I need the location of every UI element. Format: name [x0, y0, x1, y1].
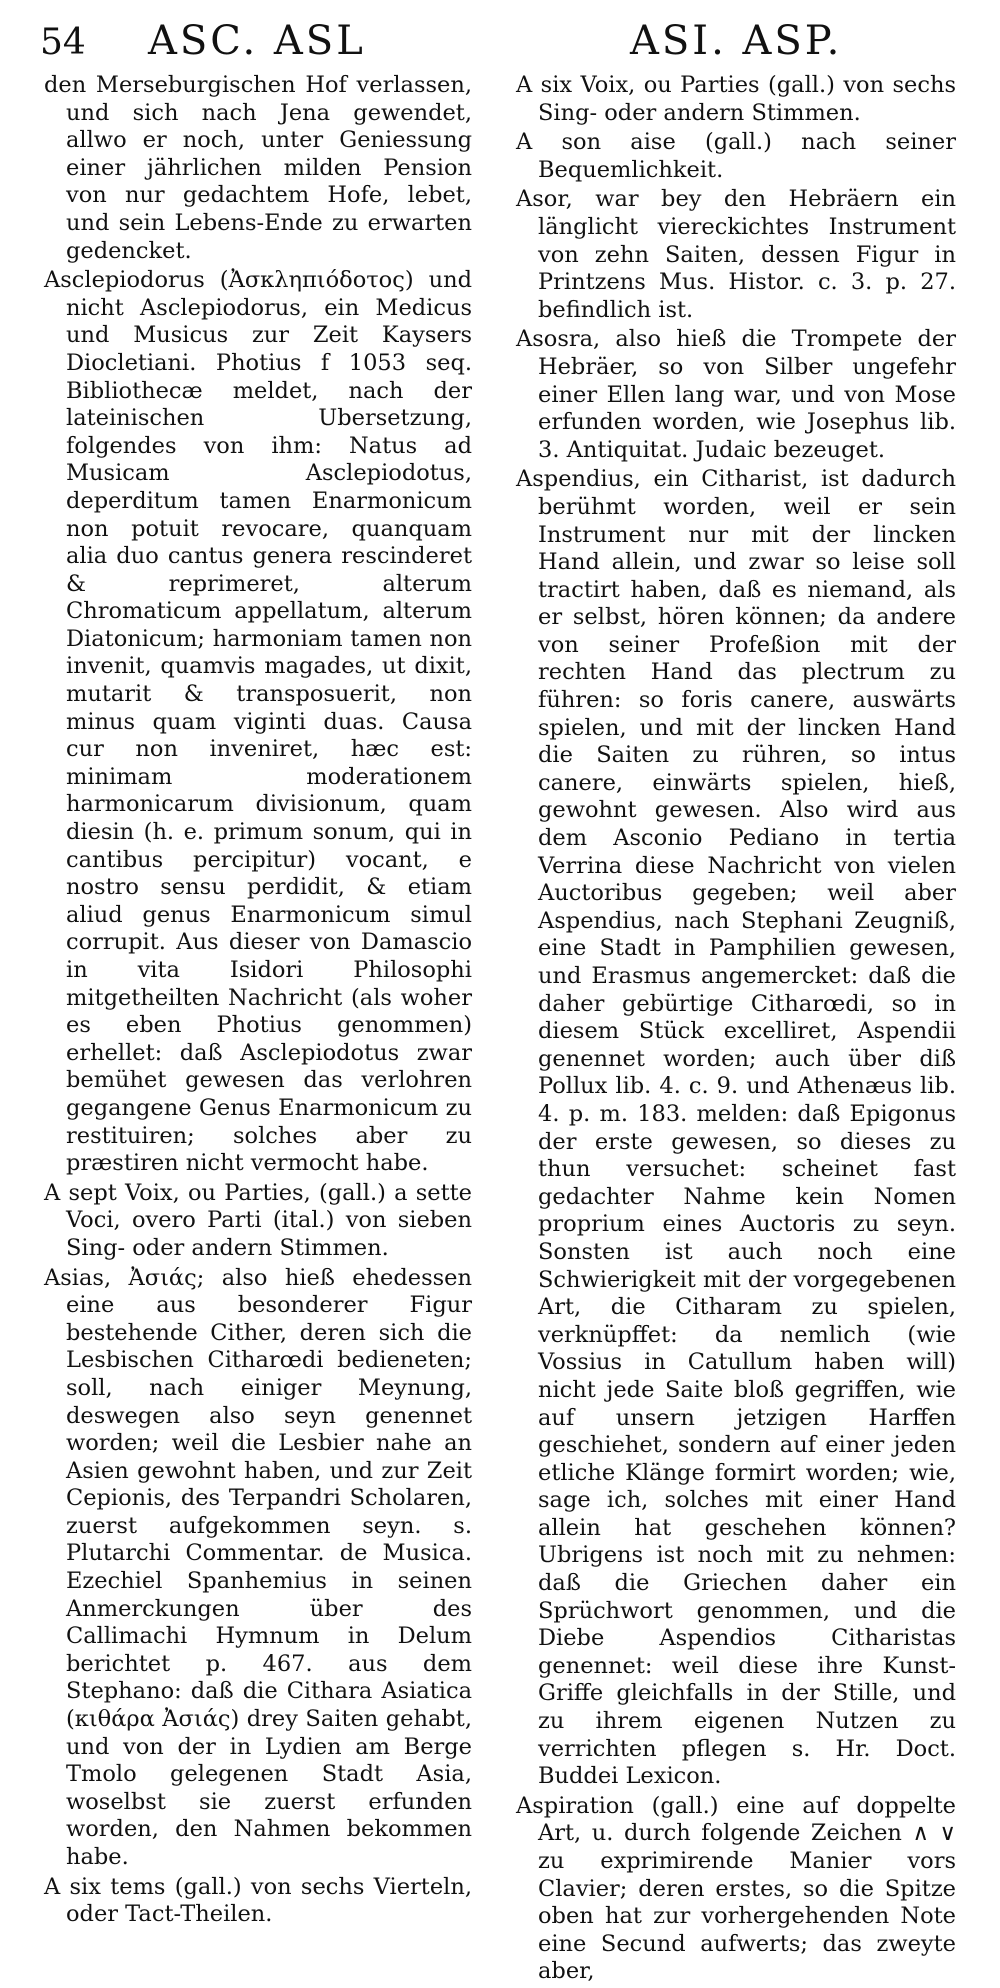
running-head-left: ASC. ASL — [148, 18, 366, 64]
entry-asclepiodorus: Asclepiodorus (Ἀσκληπιόδοτος) und nicht Asclepiodorus, ein Medicus und Musicus zur Zeit Kaysers Diocletiani. Photius f 1053 seq. Bibliothecæ meldet, nach der lateinischen Ubersetzung, folgendes von ihm: Natus ad Musicam Asclepiodotus, deperditum tamen Enarmonicum non potuit revocare, quanquam alia duo cantus genera rescinderet & reprimeret, alterum Chromaticum appellatum, alterum Diatonicum; harmoniam tamen non invenit, quamvis magades, ut dixit, mutarit & transposuerit, non minus quam viginti duas. Causa cur non inveniret, hæc est: minimam moderationem harmonicarum divisionum, quam diesin (h. e. primum sonum, qui in cantibus percipitur) vocant, e nostro sensu perdidit, & etiam aliud genus Enarmonicum simul corrupit. Aus dieser von Damascio in vita Isidori Philosophi mitgetheilten Nachricht (als woher es eben Photius genommen) erhellet: daß Asclepiodotus zwar bemühet gewesen das verlohren gegangene Genus Enarmonicum zu restituiren; solches aber zu præstiren nicht vermocht habe. — [44, 267, 472, 1177]
entry-a-sept-voix: A sept Voix, ou Parties, (gall.) a sette Voci, overo Parti (ital.) von sieben Sing- oder andern Stimmen. — [44, 1179, 472, 1261]
right-column — [516, 72, 956, 1988]
left-column — [44, 72, 472, 1931]
entry-merseburg-continuation: den Merseburgischen Hof verlassen, und sich nach Jena gewendet, allwo er noch, unter Geniessung einer jährlichen milden Pension von nur gedachtem Hofe, lebet, und sein Lebens-Ende zu erwarten gedencket. — [44, 72, 472, 264]
entry-aspiration: Aspiration (gall.) eine auf doppelte Art, u. durch folgende Zeichen ∧ ∨ zu exprimirende Manier vors Clavier; deren erstes, so die Spitze oben hat zur vorhergehenden Note eine Secund aufwerts; das zweyte aber, — [516, 1792, 956, 1985]
running-head-right: ASI. ASP. — [630, 18, 843, 64]
entry-asor: Asor, war bey den Hebräern ein länglicht viereckichtes Instrument von zehn Saiten, dessen Figur in Printzens Mus. Histor. c. 3. p. 27. befindlich ist. — [516, 186, 956, 323]
entry-a-son-aise: A son aise (gall.) nach seiner Bequemlichkeit. — [516, 129, 956, 183]
entry-a-six-voix: A six Voix, ou Parties (gall.) von sechs Sing- oder andern Stimmen. — [516, 72, 956, 126]
page-header — [40, 18, 960, 74]
entry-aspendius: Aspendius, ein Citharist, ist dadurch berühmt worden, weil er sein Instrument nur mit der lincken Hand allein, und zwar so leise soll tractirt haben, daß es niemand, als er selbst, hören können; da andere von seiner Profeßion mit der rechten Hand das plectrum zu führen: so foris canere, auswärts spielen, und mit der lincken Hand die Saiten zu rühren, so intus canere, einwärts spielen, hieß, gewohnt gewesen. Also wird aus dem Asconio Pediano in tertia Verrina diese Nachricht von vielen Auctoribus gegeben; weil aber Aspendius, nach Stephani Zeugniß, eine Stadt in Pamphilien gewesen, und Erasmus angemercket: daß die daher gebürtige Citharœdi, so in diesem Stück excelliret, Aspendii genennet worden; auch über diß Pollux lib. 4. c. 9. und Athenæus lib. 4. p. m. 183. melden: daß Epigonus der erste gewesen, so dieses zu thun versuchet: scheinet fast gedachter Nahme kein Nomen proprium eines Auctoris zu seyn. Sonsten ist auch noch eine Schwierigkeit mit der vorgegebenen Art, die Citharam zu spielen, verknüpffet: da nemlich (wie Vossius in Catullum haben will) nicht jede Saite bloß gegriffen, wie auf unsern jetzigen Harffen geschiehet, sondern auf einer jeden etliche Klänge formirt worden; wie, sage ich, solches mit einer Hand allein hat geschehen können? Ubrigens ist noch mit zu nehmen: daß die Griechen daher ein Sprüchwort genommen, und die Diebe Aspendios Citharistas genennet: weil diese ihre Kunst-Griffe gleichfalls in der Stille, und zu ihrem eigenen Nutzen zu verrichten pflegen s. Hr. Doct. Buddei Lexicon. — [516, 466, 956, 1790]
entry-asias: Asias, Ἀσιάς; also hieß ehedessen eine aus besonderer Figur bestehende Cither, deren sich die Lesbischen Citharœdi bedieneten; soll, nach einiger Meynung, deswegen also seyn genennet worden; weil die Lesbier nahe an Asien gewohnt haben, und zur Zeit Cepionis, des Terpandri Scholaren, zuerst aufgekommen seyn. s. Plutarchi Commentar. de Musica. Ezechiel Spanhemius in seinen Anmerckungen über des Callimachi Hymnum in Delum berichtet p. 467. aus dem Stephano: daß die Cithara Asiatica (κιθάρα Ἀσιάς) drey Saiten gehabt, und von der in Lydien am Berge Tmolo gelegenen Stadt Asia, woselbst sie zuerst erfunden worden, den Nahmen bekommen habe. — [44, 1264, 472, 1870]
page-number: 54 — [40, 22, 86, 63]
entry-a-six-tems: A six tems (gall.) von sechs Vierteln, oder Tact-Theilen. — [44, 1873, 472, 1928]
entry-asosra: Asosra, also hieß die Trompete der Hebräer, so von Silber ungefehr einer Ellen lang war, und von Mose erfunden worden, wie Josephus lib. 3. Antiquitat. Judaic bezeuget. — [516, 326, 956, 463]
